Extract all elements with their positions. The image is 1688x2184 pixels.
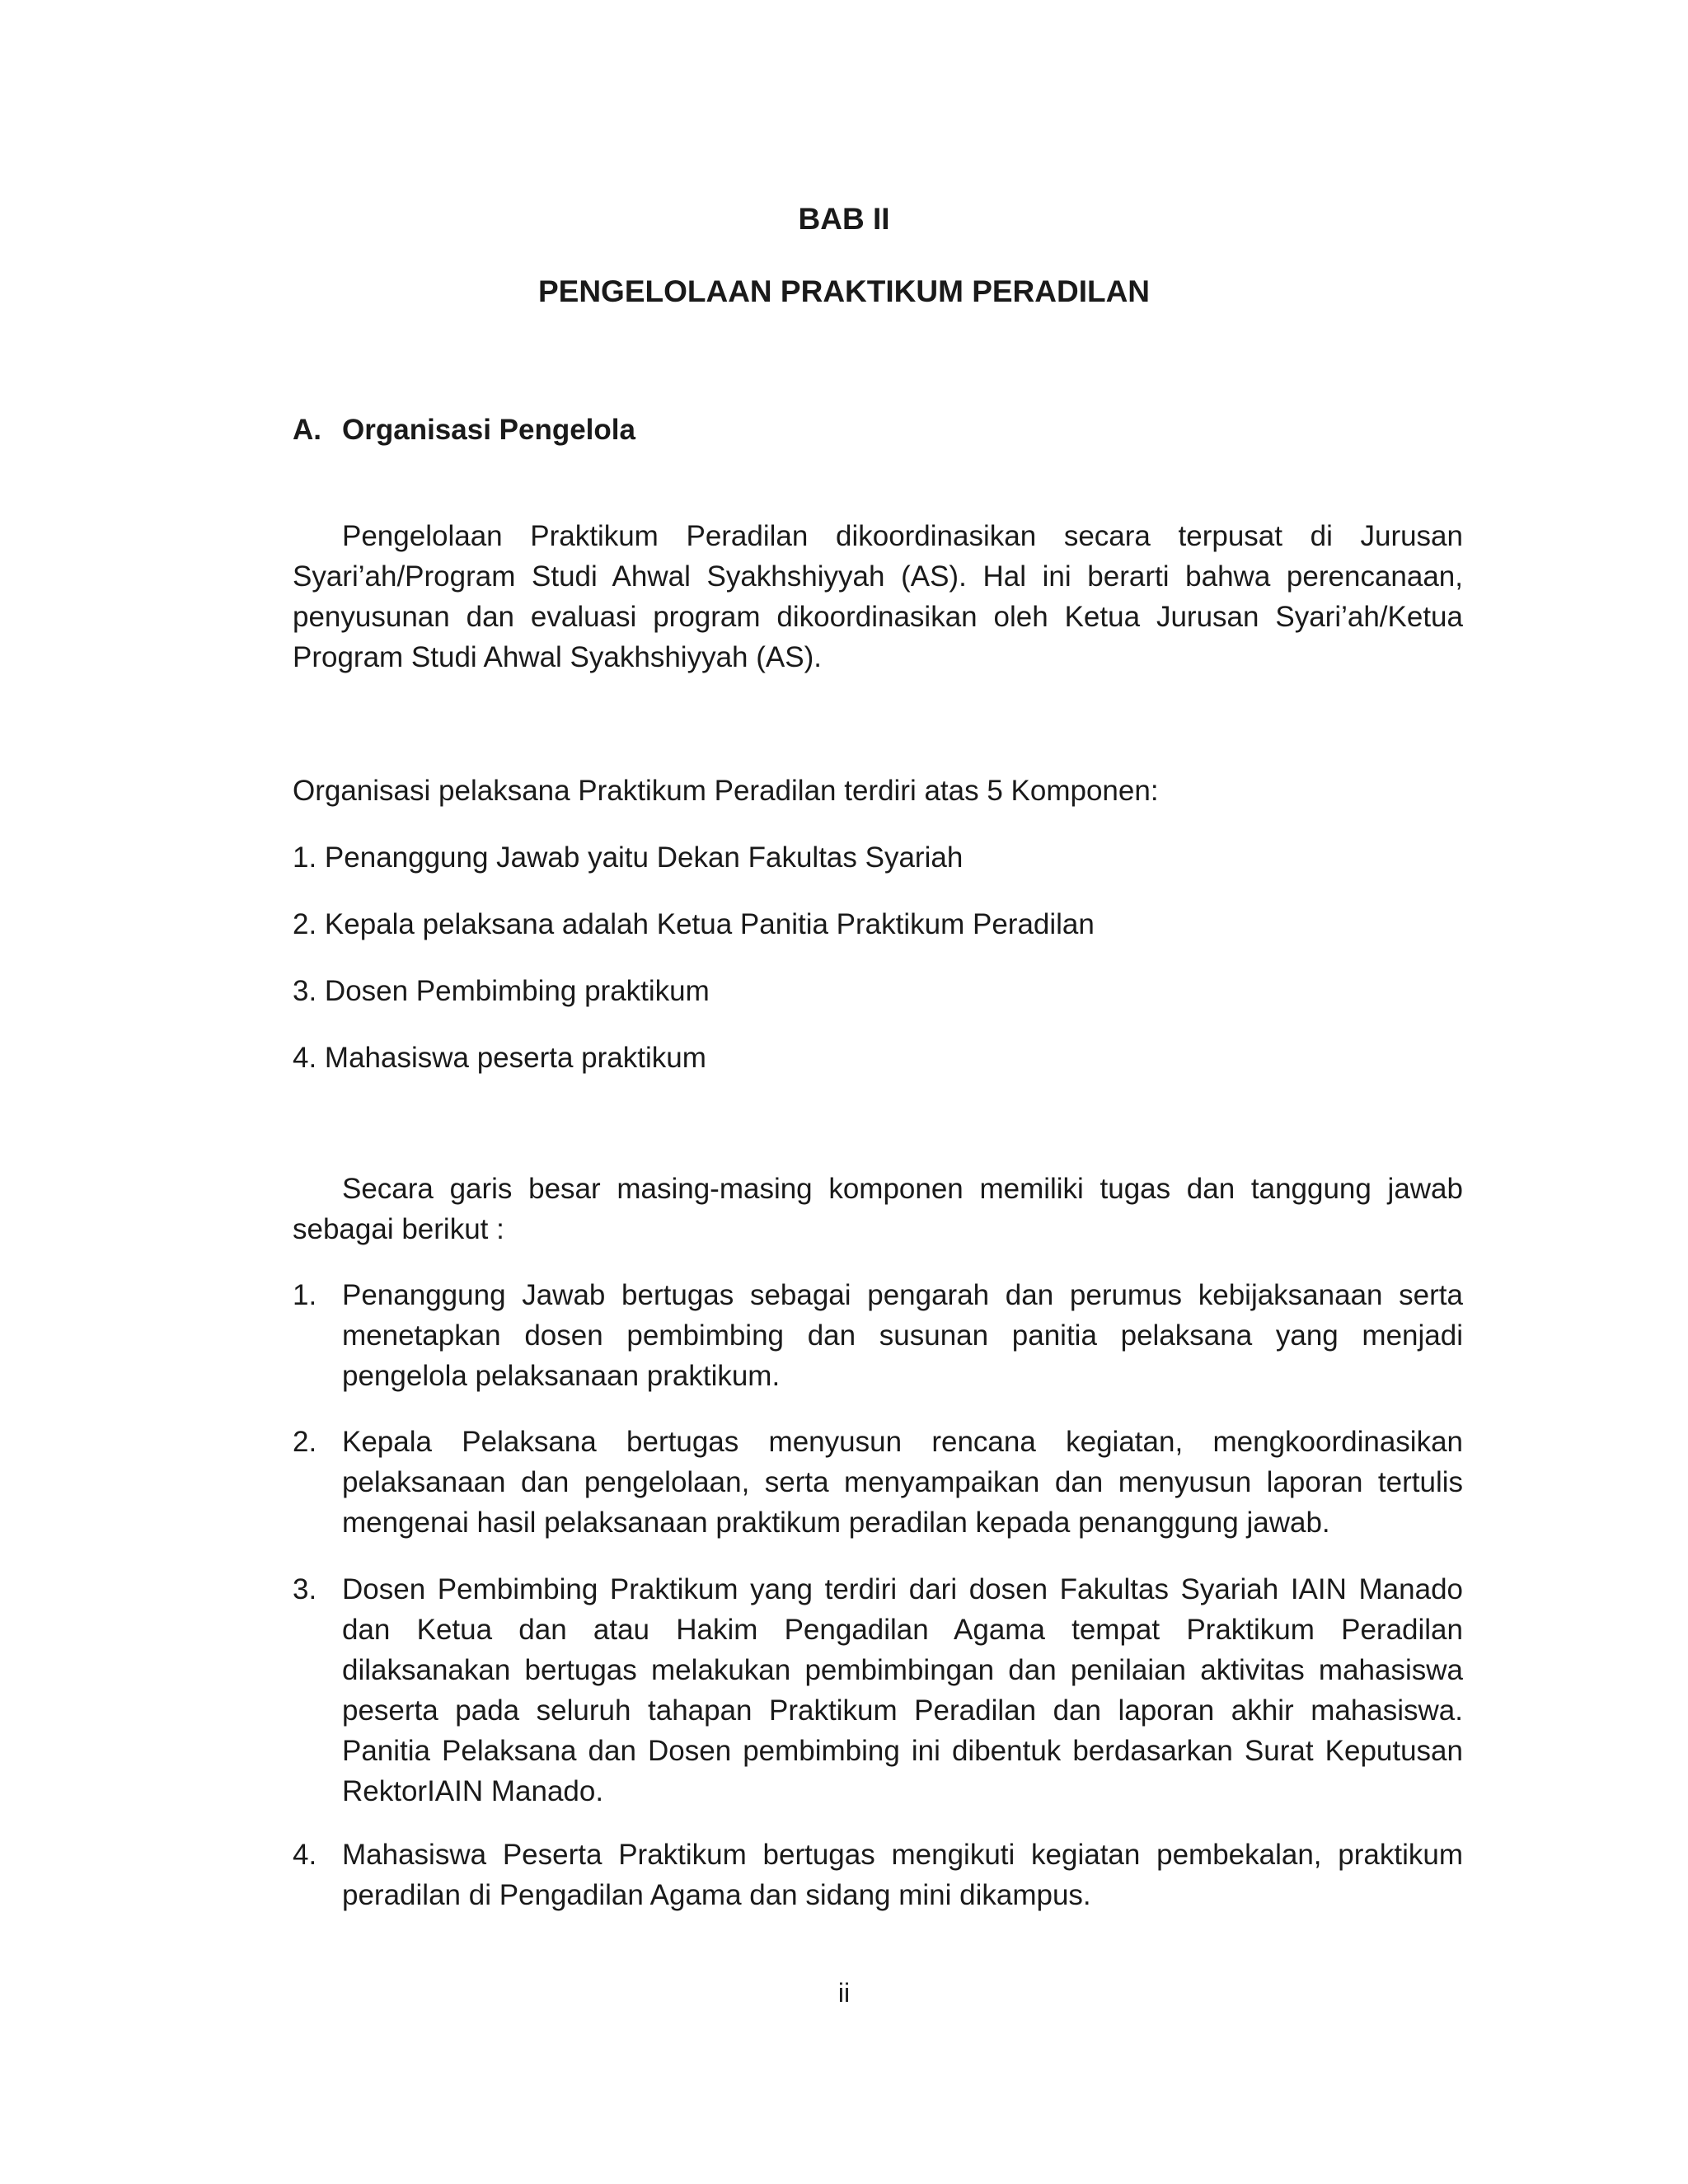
duty-text: Kepala Pelaksana bertugas menyusun rencana kegiatan, mengkoordinasikan pelaksanaan dan pengelolaan, serta menyampaikan dan menyusun laporan tertulis mengenai hasil pelaksanaan praktikum peradilan kepada penanggung jawab. [342, 1426, 1463, 1539]
duty-item [293, 1422, 1463, 1543]
duty-item [293, 1835, 1463, 1915]
duty-item [293, 1275, 1463, 1396]
duty-text: Mahasiswa Peserta Praktikum bertugas mengikuti kegiatan pembekalan, praktikum peradilan di Pengadilan Agama dan sidang mini dikampus. [342, 1839, 1463, 1911]
section-title: Organisasi Pengelola [342, 414, 635, 446]
duty-number: 1. [293, 1279, 317, 1311]
component-item: 3. Dosen Pembimbing praktikum [293, 975, 710, 1007]
duty-item [293, 1569, 1463, 1811]
intro-paragraph: Pengelolaan Praktikum Peradilan dikoordinasikan secara terpusat di Jurusan Syari’ah/Program Studi Ahwal Syakhshiyyah (AS). Hal ini berarti bahwa perencanaan, penyusunan dan evaluasi program dikoordinasikan oleh Ketua Jurusan Syari’ah/Ketua Program Studi Ahwal Syakhshiyyah (AS). [293, 520, 1463, 673]
duty-number: 2. [293, 1426, 317, 1458]
duties-intro: Secara garis besar masing-masing komponen memiliki tugas dan tanggung jawab sebagai berikut : [293, 1173, 1463, 1245]
component-item: 1. Penanggung Jawab yaitu Dekan Fakultas Syariah [293, 841, 964, 874]
components-intro: Organisasi pelaksana Praktikum Peradilan terdiri atas 5 Komponen: [293, 775, 1159, 807]
duty-text: Penanggung Jawab bertugas sebagai pengarah dan perumus kebijaksanaan serta menetapkan dosen pembimbing dan susunan panitia pelaksana yang menjadi pengelola pelaksanaan praktikum. [342, 1279, 1463, 1392]
section-heading [293, 410, 635, 450]
section-letter: A. [293, 414, 321, 446]
duty-number: 4. [293, 1839, 317, 1871]
duty-number: 3. [293, 1573, 317, 1605]
component-item: 4. Mahasiswa peserta praktikum [293, 1042, 706, 1074]
page-number: ii [837, 1978, 851, 2008]
component-item: 2. Kepala pelaksana adalah Ketua Panitia Praktikum Peradilan [293, 908, 1095, 940]
chapter-title: PENGELOLAAN PRAKTIKUM PERADILAN [537, 274, 1151, 308]
duty-text: Dosen Pembimbing Praktikum yang terdiri dari dosen Fakultas Syariah IAIN Manado dan Ketua dan atau Hakim Pengadilan Agama tempat Praktikum Peradilan dilaksanakan bertugas melakukan pembimbingan dan penilaian aktivitas mahasiswa peserta pada seluruh tahapan Praktikum Peradilan dan laporan akhir mahasiswa. Panitia Pelaksana dan Dosen pembimbing ini dibentuk berdasarkan Surat Keputusan RektorIAIN Manado. [342, 1573, 1463, 1807]
chapter-label: BAB II [798, 202, 890, 236]
